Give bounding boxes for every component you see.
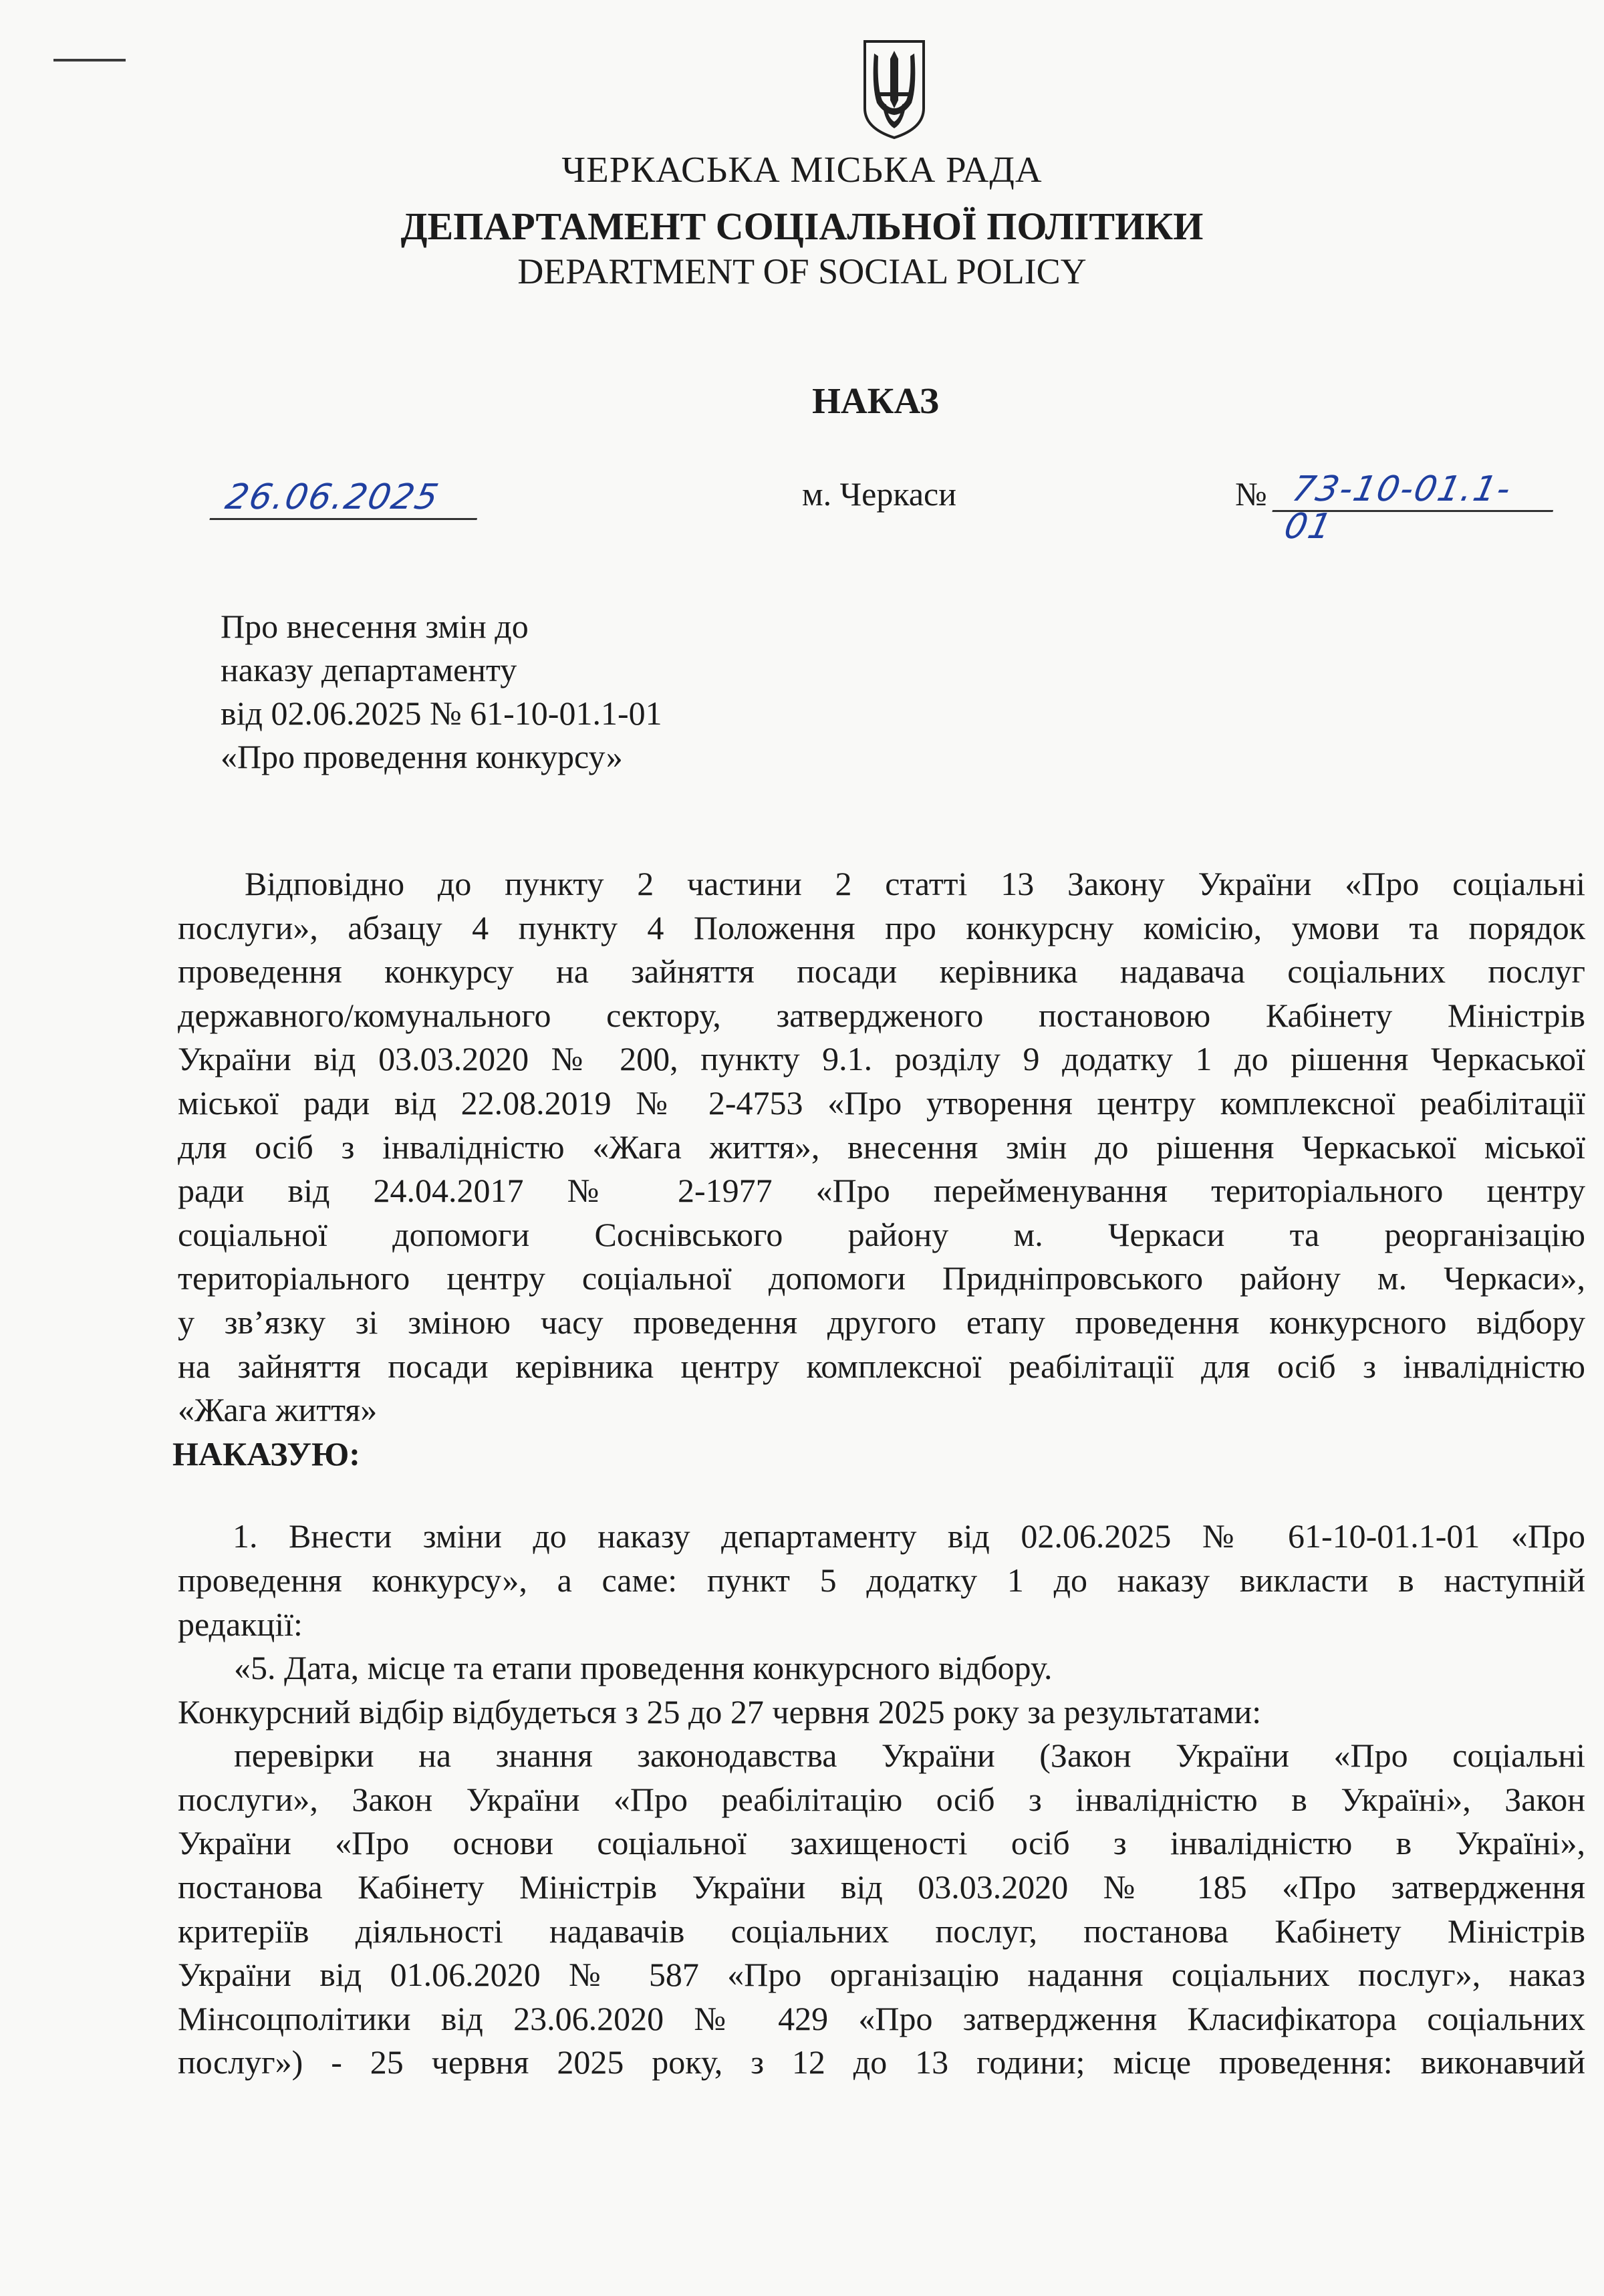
preamble-line: на зайняття посади керівника центру комплексної реабілітації для осіб з інвалідністю — [178, 1347, 1585, 1385]
department-name-uk: ДЕПАРТАМЕНТ СОЦІАЛЬНОЇ ПОЛІТИКИ — [400, 205, 1204, 248]
preamble-line: «Жага життя» — [178, 1391, 378, 1429]
order-meta-row — [0, 468, 1604, 547]
item1-line: 1. Внести зміни до наказу департаменту від 02.06.2025 № 61-10-01.1-01 «Про — [233, 1517, 1585, 1555]
preamble-line: територіального центру соціальної допомоги Придніпровського району м. Черкаси», — [178, 1259, 1585, 1297]
order-body — [172, 862, 1585, 2085]
subject-line: наказу департаменту — [221, 651, 517, 688]
quote-line: України «Про основи соціальної захищеності осіб з інвалідністю в Україні», — [178, 1824, 1585, 1862]
preamble-line: послуги», абзацу 4 пункту 4 Положення про конкурсну комісію, умови та порядок — [178, 908, 1585, 946]
preamble-line: державного/комунального сектору, затвердженого постановою Кабінету Міністрів — [178, 996, 1585, 1034]
subject-line: від 02.06.2025 № 61-10-01.1-01 — [221, 694, 662, 732]
preamble-line: України від 03.03.2020 № 200, пункту 9.1. розділу 9 додатку 1 до рішення Черкаської — [178, 1040, 1585, 1078]
department-name-en: DEPARTMENT OF SOCIAL POLICY — [517, 251, 1087, 291]
quote-intro: Конкурсний відбір відбудеться з 25 до 27 червня 2025 року за результатами: — [178, 1692, 1262, 1731]
council-name: ЧЕРКАСЬКА МІСЬКА РАДА — [561, 149, 1043, 190]
quote-line: України від 01.06.2020 № 587 «Про організацію надання соціальних послуг», наказ — [178, 1956, 1585, 1994]
quote-heading: «5. Дата, місце та етапи проведення конкурсного відбору. — [234, 1649, 1053, 1687]
item1-line: проведення конкурсу», а саме: пункт 5 додатку 1 до наказу викласти в наступній — [178, 1561, 1585, 1599]
quote-line: постанова Кабінету Міністрів України від 03.03.2020 № 185 «Про затвердження — [178, 1868, 1585, 1906]
preamble-line: у зв’язку зі зміною часу проведення другого етапу проведення конкурсного відбору — [178, 1303, 1585, 1341]
order-number: 73-10-01.1-01 — [1272, 471, 1561, 512]
quote-line: перевірки на знання законодавства України (Закон України «Про соціальні — [234, 1737, 1585, 1775]
quote-line: критеріїв діяльності надавачів соціальних послуг, постанова Кабінету Міністрів — [178, 1912, 1585, 1950]
quote-line: послуг») - 25 червня 2025 року, з 12 до 13 години; місце проведення: виконавчий — [178, 2043, 1585, 2081]
corner-mark — [53, 59, 126, 61]
subject-line: «Про проведення конкурсу» — [221, 738, 623, 775]
decree-word: НАКАЗУЮ: — [172, 1434, 360, 1473]
order-subject — [221, 605, 662, 779]
preamble-line: Відповідно до пункту 2 частини 2 статті 13 Закону України «Про соціальні — [245, 865, 1585, 902]
item1-line: редакції: — [178, 1605, 303, 1643]
quote-line: послуги», Закон України «Про реабілітацію осіб з інвалідністю в Україні», Закон — [178, 1780, 1585, 1818]
tryzub-icon — [862, 39, 926, 140]
subject-line: Про внесення змін до — [221, 608, 529, 645]
preamble-line: ради від 24.04.2017 № 2-1977 «Про перейменування територіального центру — [178, 1172, 1585, 1210]
order-title: НАКАЗ — [812, 380, 939, 421]
preamble-line: для осіб з інвалідністю «Жага життя», внесення змін до рішення Черкаської міської — [178, 1128, 1585, 1166]
order-number-sign: № — [1235, 475, 1267, 513]
order-city: м. Черкаси — [802, 475, 957, 513]
preamble-line: міської ради від 22.08.2019 № 2-4753 «Про утворення центру комплексної реабілітації — [178, 1083, 1585, 1122]
quote-line: Мінсоцполітики від 23.06.2020 № 429 «Про затвердження Класифікатора соціальних — [178, 1999, 1585, 2037]
order-date: 26.06.2025 — [209, 479, 485, 520]
preamble-line: соціальної допомоги Соснівського району м. Черкаси та реорганізацію — [178, 1215, 1585, 1253]
preamble-line: проведення конкурсу на зайняття посади керівника надавача соціальних послуг — [178, 952, 1585, 991]
